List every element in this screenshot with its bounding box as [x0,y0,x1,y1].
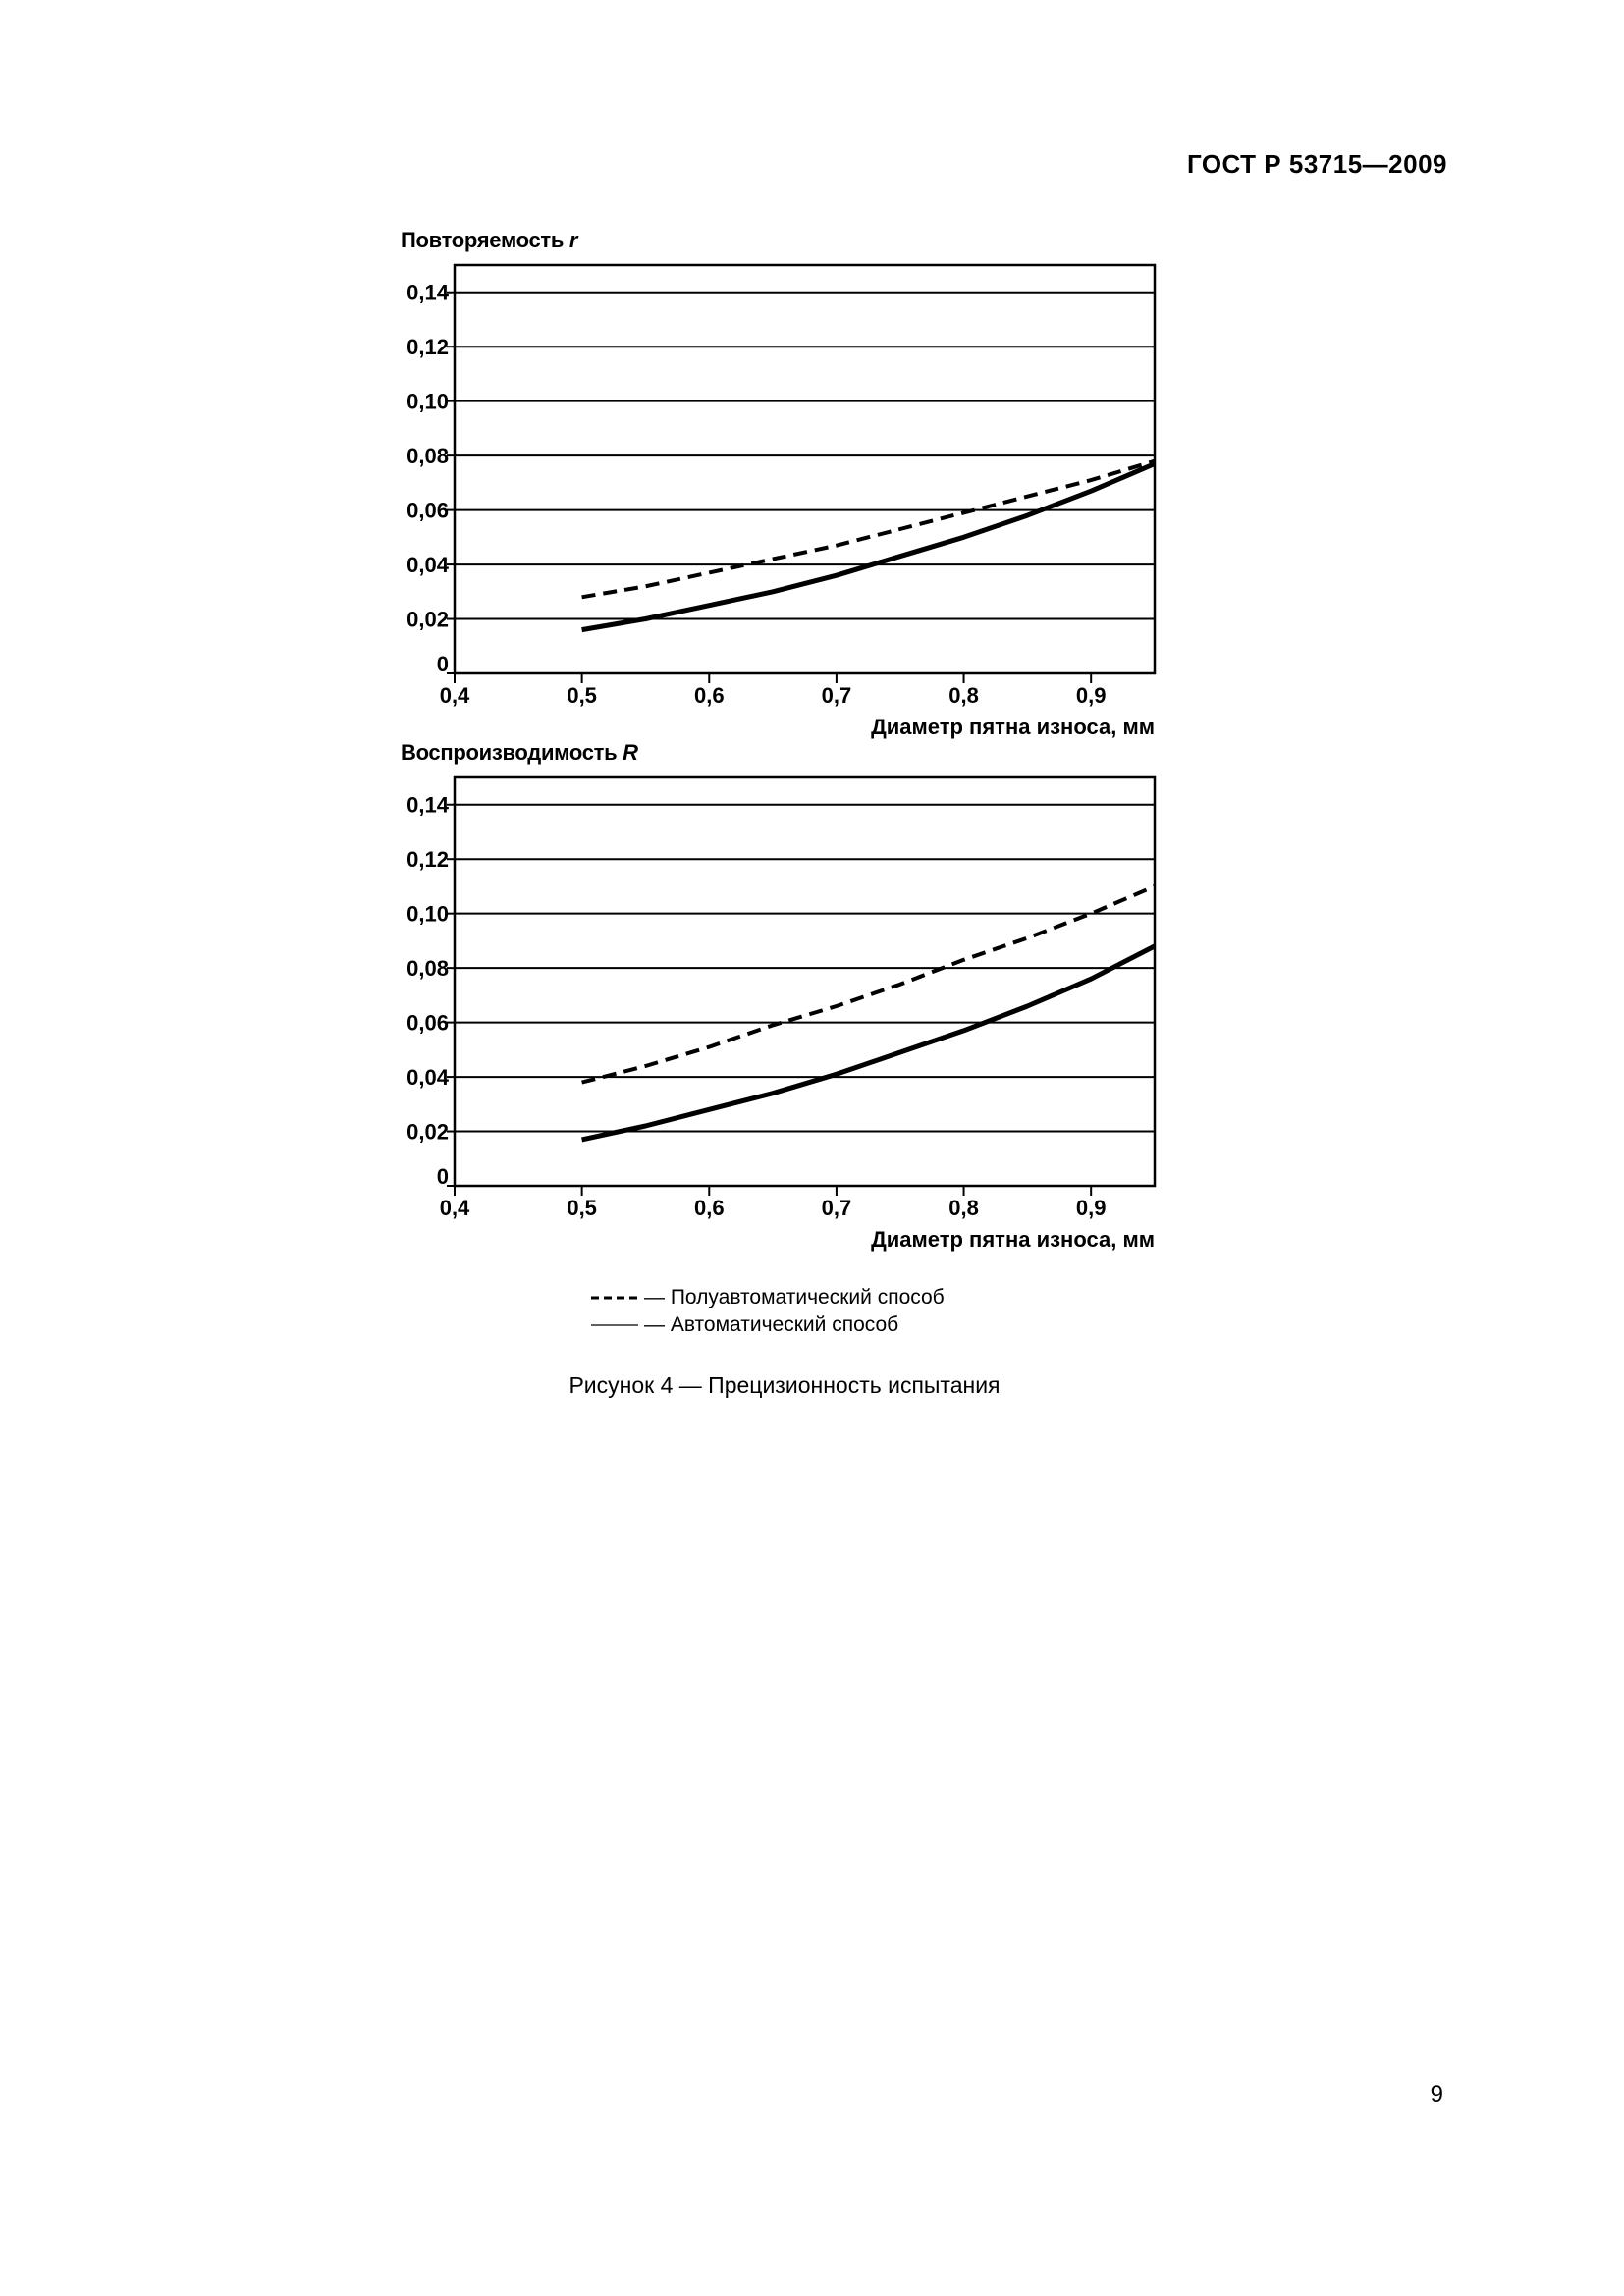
y-tick-label: 0 [436,652,449,676]
x-axis-label: Диаметр пятна износа, мм [871,1227,1155,1252]
y-tick-label: 0,02 [406,607,449,632]
y-tick-label: 0,12 [406,847,449,873]
x-tick-label: 0,6 [693,683,725,708]
x-tick-label: 0,8 [948,1196,979,1220]
legend-label-semi: — Полуавтоматический способ [644,1286,945,1308]
y-tick-label: 0,08 [406,444,449,469]
x-tick-label: 0,7 [821,683,852,708]
figure-caption: Рисунок 4 — Прецизионность испытания [568,1372,1001,1398]
y-tick-label: 0,10 [406,901,449,927]
series-semi-automatic-line [582,886,1155,1083]
x-tick-label: 0,9 [1075,683,1107,708]
chart1-title-text: Повторяемость [401,228,565,252]
legend-label-auto: — Автоматический способ [644,1313,899,1336]
reproducibility-chart [0,758,1624,1268]
repeatability-chart [0,245,1624,756]
y-tick-label: 0 [436,1164,449,1189]
y-tick-label: 0,04 [406,1065,449,1091]
plot-frame [455,265,1155,673]
series-automatic-line [582,464,1155,630]
series-semi-automatic-line [582,461,1155,598]
chart2-title-text: Воспроизводимость [401,740,618,765]
x-tick-label: 0,4 [439,683,470,708]
dashed-line-sample [589,1292,640,1304]
x-tick-label: 0,8 [948,683,979,708]
y-tick-label: 0,04 [406,553,449,578]
chart-legend [589,1284,945,1339]
y-tick-label: 0,12 [406,335,449,360]
y-tick-label: 0,14 [406,792,449,818]
x-tick-label: 0,9 [1075,1196,1107,1220]
x-tick-label: 0,5 [567,1196,597,1220]
legend-item-auto [589,1311,945,1339]
x-tick-label: 0,6 [693,1196,725,1220]
series-automatic-line [582,946,1155,1140]
y-tick-label: 0,08 [406,956,449,982]
y-tick-label: 0,06 [406,1010,449,1036]
x-tick-label: 0,4 [439,1196,470,1220]
x-tick-label: 0,5 [567,683,597,708]
y-tick-label: 0,10 [406,389,449,414]
document-code: ГОСТ Р 53715—2009 [1186,149,1447,179]
x-axis-label: Диаметр пятна износа, мм [871,715,1155,739]
chart1-title-symbol: r [568,228,578,252]
page-number: 9 [1430,2081,1443,2108]
chart2-title-symbol: R [623,740,638,765]
solid-line-sample [589,1319,640,1331]
x-tick-label: 0,7 [821,1196,852,1220]
y-tick-label: 0,14 [406,280,449,305]
plot-frame [455,777,1155,1186]
legend-item-semi [589,1284,945,1311]
y-tick-label: 0,02 [406,1119,449,1145]
y-tick-label: 0,06 [406,498,449,523]
